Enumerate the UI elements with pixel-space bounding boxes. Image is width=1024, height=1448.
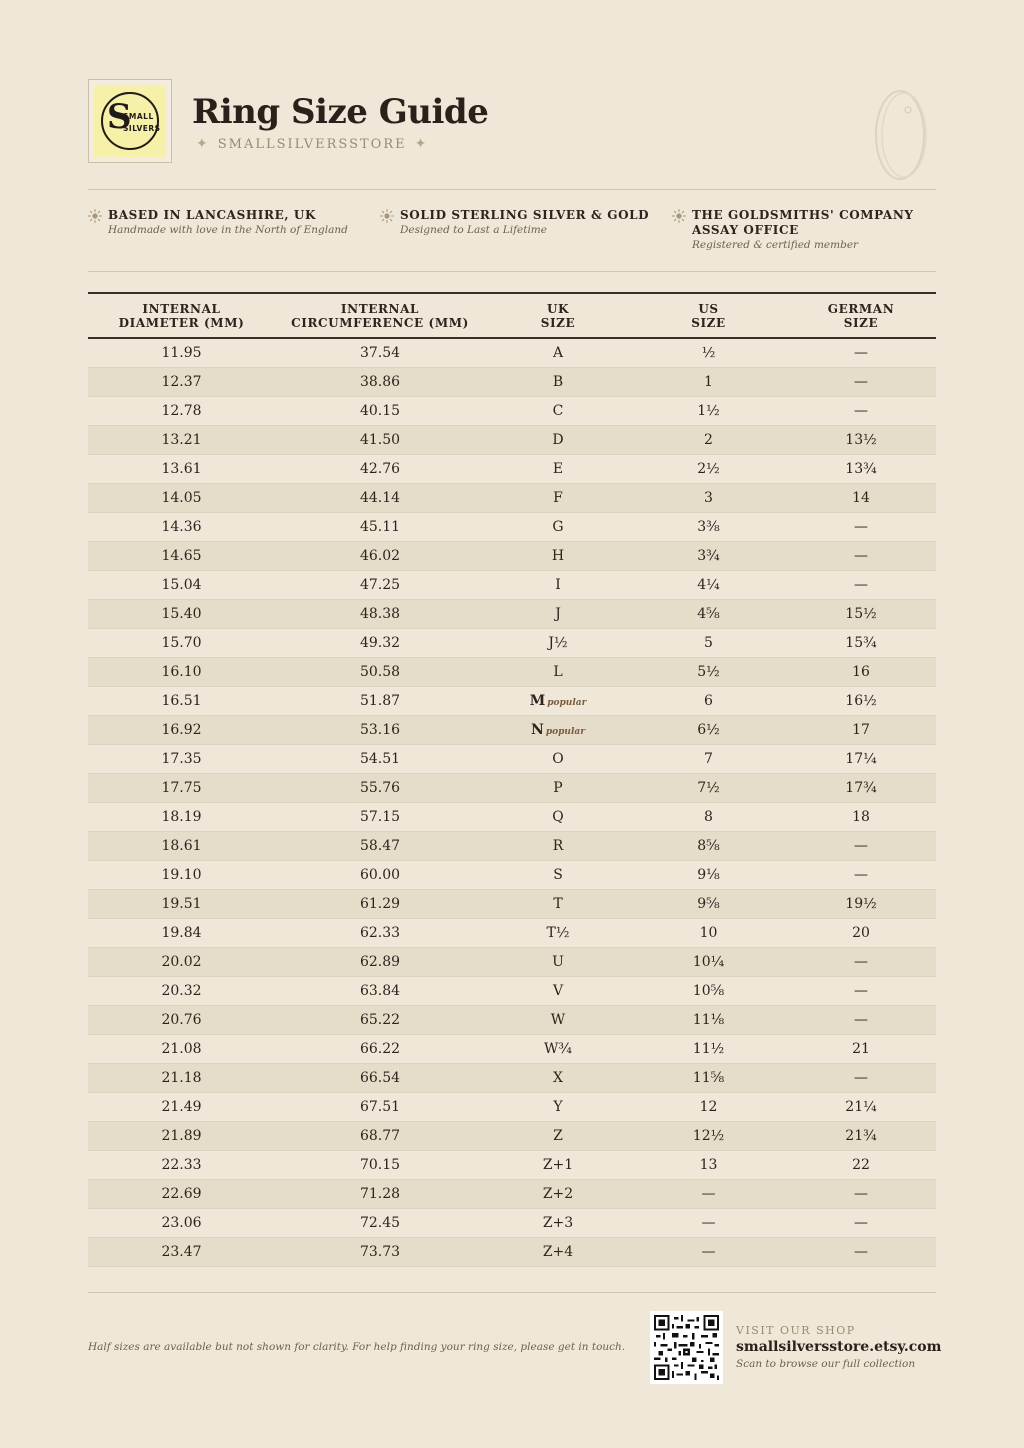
table-row [88, 426, 936, 455]
feature-title: BASED IN LANCASHIRE, UK [108, 208, 316, 222]
cell-german-size: 17¾ [845, 780, 877, 796]
shop-subtitle: Scan to browse our full collection [736, 1358, 916, 1370]
cell-circumference: 51.87 [359, 693, 401, 709]
cell-diameter: 13.21 [161, 432, 202, 448]
cell-us-size: 2 [704, 432, 713, 448]
cell-uk-size [485, 693, 631, 709]
cell-circumference: 41.50 [359, 432, 401, 448]
table-row [88, 861, 936, 890]
table-row [88, 1093, 936, 1122]
cell-diameter: 21.18 [161, 1070, 202, 1086]
cell-diameter: 20.32 [161, 983, 202, 999]
cell-diameter: 15.40 [161, 606, 202, 622]
header-us-size: US SIZE [691, 301, 726, 330]
table-row [88, 774, 936, 803]
sunburst-icon [380, 209, 394, 223]
star-icon: ✦ [196, 136, 210, 152]
shop-link[interactable]: smallsilversstore.etsy.com [736, 1339, 942, 1355]
cell-circumference: 48.38 [359, 606, 401, 622]
cell-uk-size: Q [552, 809, 564, 825]
cell-diameter: 16.10 [161, 664, 202, 680]
table-row [88, 658, 936, 687]
cell-german-size: — [854, 1186, 868, 1202]
feature-title-line1: THE GOLDSMITHS' COMPANY [692, 208, 914, 222]
cell-circumference: 37.54 [359, 345, 401, 361]
cell-us-size: — [701, 1186, 716, 1202]
cell-uk-size: V [552, 983, 564, 999]
cell-uk-size: J [555, 606, 561, 622]
cell-us-size: 5 [704, 635, 713, 651]
table-row [88, 455, 936, 484]
table-row [88, 745, 936, 774]
cell-german-size: — [854, 548, 868, 564]
cell-us-size: 12 [699, 1099, 718, 1115]
cell-diameter: 18.61 [161, 838, 202, 854]
cell-circumference: 68.77 [359, 1128, 401, 1144]
cell-diameter: 22.33 [161, 1157, 202, 1173]
header-german-size: GERMAN SIZE [827, 301, 895, 330]
footnote: Half sizes are available but not shown for clarity. For help finding your ring size, please get in touch. [88, 1341, 626, 1353]
cell-circumference: 40.15 [359, 403, 401, 419]
cell-us-size: 7½ [697, 780, 720, 796]
cell-german-size: — [854, 954, 868, 970]
popular-tag: popular [545, 727, 585, 737]
table-row [88, 977, 936, 1006]
cell-uk-size: R [552, 838, 564, 854]
cell-us-size: 8⅝ [697, 838, 720, 854]
cell-circumference: 62.33 [359, 925, 401, 941]
cell-uk-size: L [553, 664, 563, 680]
cell-german-size: 19½ [845, 896, 877, 912]
ring-size-table [88, 292, 936, 1267]
feature-material [380, 208, 649, 237]
cell-us-size: 3⅜ [697, 519, 720, 535]
table-row [88, 600, 936, 629]
cell-diameter: 19.51 [161, 896, 202, 912]
cell-us-size: ½ [701, 345, 716, 361]
cell-circumference: 66.54 [359, 1070, 401, 1086]
cell-german-size: — [854, 403, 868, 419]
cell-uk-size: X [553, 1070, 563, 1086]
cell-diameter: 16.51 [161, 693, 202, 709]
cell-circumference: 44.14 [359, 490, 401, 506]
table-row [88, 339, 936, 368]
table-row [88, 687, 936, 716]
cell-us-size: 9⅝ [697, 896, 720, 912]
cell-circumference: 65.22 [359, 1012, 401, 1028]
cell-german-size: 16½ [845, 693, 877, 709]
table-row [88, 1064, 936, 1093]
cell-uk-size: T½ [546, 925, 570, 941]
cell-uk-size: J½ [548, 635, 568, 651]
cell-us-size: 10⅝ [692, 983, 725, 999]
table-header [88, 292, 936, 339]
cell-uk-size: Z+3 [542, 1215, 574, 1231]
cell-us-size: 7 [704, 751, 713, 767]
divider [88, 1292, 936, 1293]
cell-uk-size: Z+2 [542, 1186, 574, 1202]
brand-logo [88, 79, 172, 163]
cell-us-size: 3¾ [697, 548, 720, 564]
cell-diameter: 12.78 [161, 403, 202, 419]
table-row [88, 1180, 936, 1209]
cell-diameter: 17.35 [161, 751, 202, 767]
table-row [88, 629, 936, 658]
cell-diameter: 21.49 [161, 1099, 202, 1115]
cell-uk-size: G [552, 519, 564, 535]
feature-title-line2: ASSAY OFFICE [692, 223, 799, 237]
logo-letter: S [107, 97, 132, 137]
cell-german-size: — [854, 1012, 868, 1028]
cell-german-size: — [854, 1070, 868, 1086]
cell-us-size: 1½ [697, 403, 720, 419]
popular-size: M [529, 693, 546, 709]
table-row [88, 1122, 936, 1151]
cell-german-size: — [854, 838, 868, 854]
cell-circumference: 42.76 [359, 461, 401, 477]
cell-uk-size: Z+4 [542, 1244, 574, 1260]
cell-diameter: 19.10 [161, 867, 202, 883]
cell-german-size: 13¾ [845, 461, 877, 477]
cell-diameter: 23.06 [161, 1215, 202, 1231]
cell-german-size: 20 [852, 925, 870, 941]
cell-german-size: — [854, 1215, 868, 1231]
cell-uk-size: O [552, 751, 564, 767]
cell-diameter: 14.05 [161, 490, 202, 506]
cell-german-size: 15½ [845, 606, 877, 622]
cell-circumference: 54.51 [359, 751, 401, 767]
cell-diameter: 17.75 [161, 780, 202, 796]
divider [88, 189, 936, 190]
cell-circumference: 47.25 [359, 577, 401, 593]
cell-circumference: 60.00 [359, 867, 401, 883]
store-name: SMALLSILVERSSTORE [217, 136, 407, 152]
cell-german-size: 16 [852, 664, 870, 680]
table-row [88, 1035, 936, 1064]
cell-us-size: — [701, 1244, 716, 1260]
feature-assay-office [672, 208, 914, 252]
cell-uk-size: S [553, 867, 563, 883]
cell-german-size: 13½ [845, 432, 877, 448]
cell-us-size: 11⅝ [692, 1070, 725, 1086]
cell-us-size: 5½ [697, 664, 720, 680]
cell-us-size: 2½ [697, 461, 720, 477]
logo-word-small: SMALL [123, 112, 154, 121]
cell-diameter: 21.08 [161, 1041, 202, 1057]
cell-circumference: 46.02 [359, 548, 401, 564]
cell-us-size: 10 [699, 925, 718, 941]
cell-german-size: — [854, 983, 868, 999]
cell-uk-size: Z [553, 1128, 563, 1144]
cell-diameter: 19.84 [161, 925, 202, 941]
table-row [88, 890, 936, 919]
cell-diameter: 15.70 [161, 635, 202, 651]
feature-subtitle: Designed to Last a Lifetime [400, 224, 547, 236]
cell-uk-size: Z+1 [542, 1157, 574, 1173]
table-row [88, 368, 936, 397]
header-diameter: INTERNAL DIAMETER (MM) [118, 301, 245, 330]
cell-uk-size: W [550, 1012, 566, 1028]
cell-uk-size: A [552, 345, 564, 361]
cell-circumference: 63.84 [359, 983, 401, 999]
table-row [88, 948, 936, 977]
cell-circumference: 61.29 [359, 896, 401, 912]
ring-illustration-icon [860, 80, 940, 190]
cell-german-size: — [854, 519, 868, 535]
qr-code-icon[interactable] [650, 1311, 723, 1384]
table-row [88, 919, 936, 948]
table-row [88, 571, 936, 600]
cell-uk-size: B [552, 374, 564, 390]
cell-diameter: 15.04 [161, 577, 202, 593]
cell-diameter: 18.19 [161, 809, 202, 825]
cell-uk-size: H [551, 548, 565, 564]
cell-circumference: 70.15 [359, 1157, 401, 1173]
table-row [88, 542, 936, 571]
feature-subtitle: Registered & certified member [692, 239, 859, 251]
table-row [88, 1006, 936, 1035]
shop-label: VISIT OUR SHOP [736, 1324, 856, 1337]
cell-uk-size: P [553, 780, 563, 796]
table-row [88, 716, 936, 745]
cell-uk-size: I [555, 577, 561, 593]
cell-diameter: 20.76 [161, 1012, 202, 1028]
header-uk-size: UK SIZE [540, 301, 576, 330]
cell-circumference: 62.89 [359, 954, 401, 970]
cell-us-size: 9⅛ [697, 867, 720, 883]
cell-us-size: 6 [704, 693, 713, 709]
cell-diameter: 16.92 [161, 722, 202, 738]
cell-circumference: 66.22 [359, 1041, 401, 1057]
cell-german-size: 21 [852, 1041, 870, 1057]
cell-german-size: — [854, 345, 868, 361]
cell-circumference: 71.28 [359, 1186, 401, 1202]
table-row [88, 1209, 936, 1238]
cell-german-size: 17¼ [845, 751, 877, 767]
cell-us-size: 13 [699, 1157, 718, 1173]
table-row [88, 513, 936, 542]
cell-uk-size: C [552, 403, 564, 419]
table-row [88, 832, 936, 861]
cell-uk-size: U [552, 954, 564, 970]
cell-us-size: 4⅝ [697, 606, 720, 622]
cell-uk-size: D [552, 432, 564, 448]
cell-german-size: 17 [852, 722, 870, 738]
cell-us-size: 3 [704, 490, 713, 506]
cell-german-size: 22 [852, 1157, 870, 1173]
popular-tag: popular [547, 698, 587, 708]
cell-diameter: 11.95 [161, 345, 202, 361]
cell-circumference: 73.73 [359, 1244, 401, 1260]
cell-circumference: 49.32 [359, 635, 401, 651]
cell-german-size: — [854, 1244, 868, 1260]
cell-uk-size: Y [553, 1099, 563, 1115]
cell-circumference: 55.76 [359, 780, 401, 796]
cell-uk-size: F [553, 490, 563, 506]
table-row [88, 1238, 936, 1267]
cell-diameter: 21.89 [161, 1128, 202, 1144]
cell-diameter: 14.36 [161, 519, 202, 535]
cell-diameter: 13.61 [161, 461, 202, 477]
table-row [88, 803, 936, 832]
cell-german-size: 15¾ [845, 635, 877, 651]
cell-uk-size: W¾ [544, 1041, 572, 1057]
cell-diameter: 12.37 [161, 374, 202, 390]
cell-diameter: 20.02 [161, 954, 202, 970]
cell-diameter: 14.65 [161, 548, 202, 564]
feature-title: SOLID STERLING SILVER & GOLD [400, 208, 650, 222]
cell-us-size: 11½ [692, 1041, 725, 1057]
page-subtitle [196, 136, 428, 152]
cell-us-size: 12½ [692, 1128, 725, 1144]
cell-circumference: 57.15 [359, 809, 401, 825]
cell-us-size: 4¼ [697, 577, 720, 593]
cell-circumference: 67.51 [359, 1099, 401, 1115]
cell-us-size: — [701, 1215, 716, 1231]
table-row [88, 1151, 936, 1180]
cell-german-size: — [854, 577, 868, 593]
cell-circumference: 72.45 [359, 1215, 401, 1231]
cell-german-size: 21¾ [845, 1128, 877, 1144]
table-row [88, 397, 936, 426]
table-row [88, 484, 936, 513]
cell-uk-size [485, 722, 631, 738]
sunburst-icon [88, 209, 102, 223]
feature-subtitle: Handmade with love in the North of England [108, 224, 348, 236]
cell-circumference: 53.16 [359, 722, 401, 738]
cell-us-size: 10¼ [692, 954, 725, 970]
cell-german-size: — [854, 374, 868, 390]
star-icon: ✦ [414, 136, 429, 152]
cell-diameter: 22.69 [161, 1186, 202, 1202]
cell-us-size: 8 [704, 809, 713, 825]
table-body [88, 339, 936, 1267]
cell-diameter: 23.47 [161, 1244, 202, 1260]
cell-circumference: 45.11 [359, 519, 401, 535]
popular-size: N [531, 722, 544, 738]
cell-german-size: 18 [852, 809, 870, 825]
logo-word-silvers: SILVERS [123, 124, 161, 133]
cell-german-size: 21¼ [845, 1099, 877, 1115]
cell-uk-size: T [553, 896, 563, 912]
feature-location [88, 208, 348, 237]
logo-background [94, 85, 166, 157]
cell-german-size: — [854, 867, 868, 883]
cell-us-size: 11⅛ [692, 1012, 725, 1028]
cell-us-size: 1 [704, 374, 713, 390]
cell-circumference: 58.47 [359, 838, 401, 854]
header-circumference: INTERNAL CIRCUMFERENCE (MM) [291, 301, 469, 330]
cell-uk-size: E [552, 461, 564, 477]
cell-circumference: 50.58 [359, 664, 401, 680]
divider [88, 271, 936, 272]
sunburst-icon [672, 209, 686, 223]
cell-german-size: 14 [852, 490, 870, 506]
cell-us-size: 6½ [697, 722, 720, 738]
page-title: Ring Size Guide [192, 92, 489, 132]
logo-circle [101, 92, 159, 150]
cell-circumference: 38.86 [359, 374, 401, 390]
